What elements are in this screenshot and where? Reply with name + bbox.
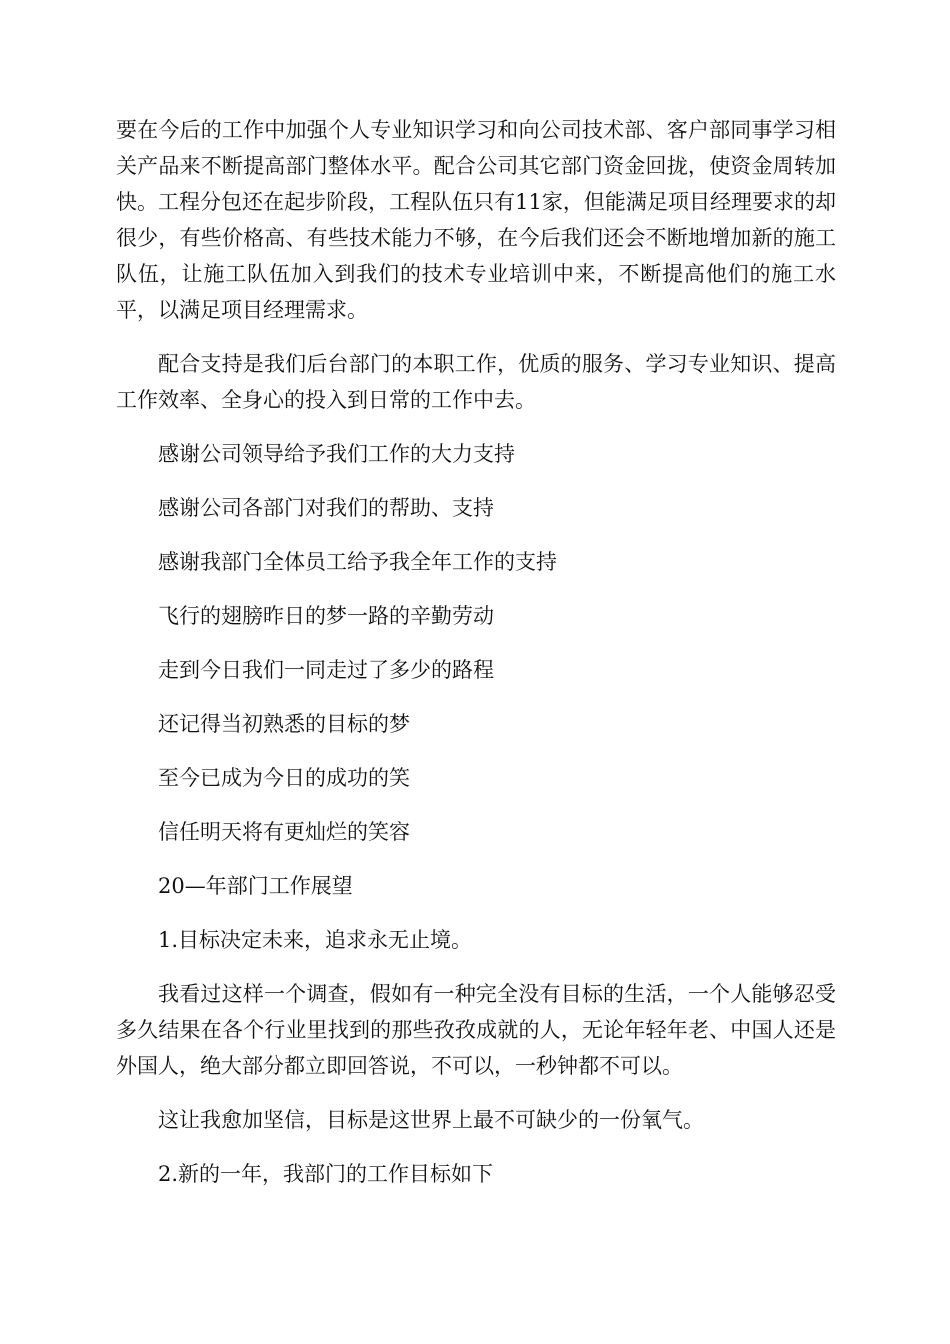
document-body xyxy=(116,112,836,1210)
paragraph-support: 配合支持是我们后台部门的本职工作，优质的服务、学习专业知识、提高工作效率、全身心的投入到日常的工作中去。 xyxy=(116,352,836,412)
line-poem-1: 飞行的翅膀昨日的梦一路的辛勤劳动 xyxy=(158,604,494,628)
section-item-2: 2.新的一年，我部门的工作目标如下 xyxy=(158,1162,494,1186)
line-poem-3: 还记得当初熟悉的目标的梦 xyxy=(158,712,410,736)
line-thanks-leaders: 感谢公司领导给予我们工作的大力支持 xyxy=(158,442,515,466)
line-poem-4: 至今已成为今日的成功的笑 xyxy=(158,766,410,790)
section-heading-outlook: 20—年部门工作展望 xyxy=(158,874,353,898)
line-thanks-staff: 感谢我部门全体员工给予我全年工作的支持 xyxy=(158,550,557,574)
line-poem-5: 信任明天将有更灿烂的笑容 xyxy=(158,820,410,844)
line-belief: 这让我愈加坚信，目标是这世界上最不可缺少的一份氧气。 xyxy=(158,1108,704,1132)
paragraph-intro: 要在今后的工作中加强个人专业知识学习和向公司技术部、客户部同事学习相关产品来不断提高部门整体水平。配合公司其它部门资金回拢，使资金周转加快。工程分包还在起步阶段，工程队伍只有11家，但能满足项目经理要求的却很少，有些价格高、有些技术能力不够，在今后我们还会不断地增加新的施工队伍，让施工队伍加入到我们的技术专业培训中来，不断提高他们的施工水平，以满足项目经理需求。 xyxy=(116,118,836,322)
line-poem-2: 走到今日我们一同走过了多少的路程 xyxy=(158,658,494,682)
section-item-1: 1.目标决定未来，追求永无止境。 xyxy=(158,928,473,952)
line-thanks-departments: 感谢公司各部门对我们的帮助、支持 xyxy=(158,496,494,520)
paragraph-survey: 我看过这样一个调查，假如有一种完全没有目标的生活，一个人能够忍受多久结果在各个行业里找到的那些孜孜成就的人，无论年轻年老、中国人还是外国人，绝大部分都立即回答说，不可以，一秒钟都不可以。 xyxy=(116,982,836,1078)
